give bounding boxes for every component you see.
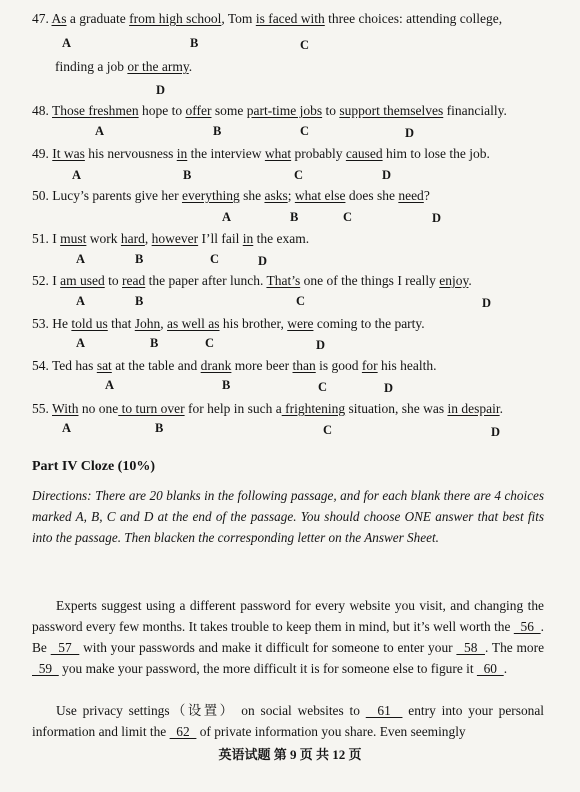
option-letter-d: D (482, 296, 492, 310)
question-51: 51. I must work hard, however I’ll fail in the exam. (32, 231, 310, 246)
option-letter-c: C (323, 423, 333, 437)
blank-61: 61 (365, 703, 403, 718)
option-letter-a: A (222, 210, 232, 224)
page-footer: 英语试题 第 9 页 共 12 页 (218, 747, 362, 762)
option-letter-b: B (135, 294, 144, 308)
option-letter-c: C (300, 38, 310, 52)
blank-58: 58 (456, 640, 485, 655)
question-47-cont: finding a job or the army. (55, 59, 193, 74)
question-52: 52. I am used to read the paper after lunch. That’s one of the things I really enjoy. (32, 273, 472, 288)
question-47: 47. As a graduate from high school, Tom is faced with three choices: attending college, (32, 11, 503, 26)
option-letter-c: C (296, 294, 306, 308)
option-letter-c: C (205, 336, 215, 350)
option-letter-d: D (382, 168, 392, 182)
option-letter-b: B (150, 336, 159, 350)
option-letter-b: B (183, 168, 192, 182)
option-letter-a: A (76, 294, 86, 308)
question-48: 48. Those freshmen hope to offer some part-time jobs to support themselves financially. (32, 103, 507, 118)
segment-a: As (51, 11, 67, 26)
passage-paragraph-1: Experts suggest using a different password for every website you visit, and changing the password every few months. It takes trouble to keep them in mind, but it’s well worth the 56 . Be 57 with your passwords and make it difficult for someone to enter your 58 . The more 59 you make your password, the more difficult it is for someone else to figure it 60 . (32, 598, 545, 676)
segment-d: or the army (127, 59, 189, 74)
option-letter-b: B (155, 421, 164, 435)
option-letter-a: A (72, 168, 82, 182)
option-letter-a: A (95, 124, 105, 138)
option-letter-d: D (384, 381, 394, 395)
option-letter-d: D (432, 211, 442, 225)
option-letter-d: D (316, 338, 326, 352)
directions: Directions: There are 20 blanks in the following passage, and for each blank there are 4 choices marked A, B, C and D at the end of the passage. You should choose ONE answer that best fits into the passage. Then blacken the corresponding letter on the Answer Sheet. (32, 488, 544, 545)
blank-56: 56 (513, 619, 541, 634)
option-letter-b: B (222, 378, 231, 392)
question-53: 53. He told us that John, as well as his brother, were coming to the party. (32, 316, 425, 331)
segment-b: from high school (129, 11, 222, 26)
segment-c: is faced with (255, 11, 325, 26)
option-letter-a: A (62, 36, 72, 50)
blank-57: 57 (50, 640, 80, 655)
option-letter-d: D (405, 126, 415, 140)
option-letter-c: C (294, 168, 304, 182)
option-letter-c: C (210, 252, 220, 266)
option-letter-a: A (76, 252, 86, 266)
option-letter-d: D (491, 425, 501, 439)
option-letter-b: B (290, 210, 299, 224)
question-55: 55. With no one to turn over for help in such a frightening situation, she was in despair. (32, 401, 503, 416)
question-49: 49. It was his nervousness in the interview what probably caused him to lose the job. (32, 146, 490, 161)
blank-62: 62 (169, 724, 197, 739)
blank-60: 60 (476, 661, 504, 676)
question-54: 54. Ted has sat at the table and drank more beer than is good for his health. (32, 358, 437, 373)
option-letter-b: B (190, 36, 199, 50)
option-letter-c: C (318, 380, 328, 394)
option-letter-a: A (76, 336, 86, 350)
passage-paragraph-2: Use privacy settings（设置） on social websites to 61 entry into your personal information and limit the 62 of private information you share. Even seemingly (32, 703, 545, 739)
option-letter-b: B (213, 124, 222, 138)
option-letter-c: C (300, 124, 310, 138)
option-letter-a: A (62, 421, 72, 435)
option-letter-c: C (343, 210, 353, 224)
blank-59: 59 (32, 661, 59, 676)
option-letter-a: A (105, 378, 115, 392)
option-letter-d: D (258, 254, 268, 268)
option-letter-b: B (135, 252, 144, 266)
section-heading: Part IV Cloze (10%) (32, 459, 155, 474)
option-letter-d: D (156, 83, 166, 97)
question-50: 50. Lucy’s parents give her everything she asks; what else does she need? (32, 188, 430, 203)
